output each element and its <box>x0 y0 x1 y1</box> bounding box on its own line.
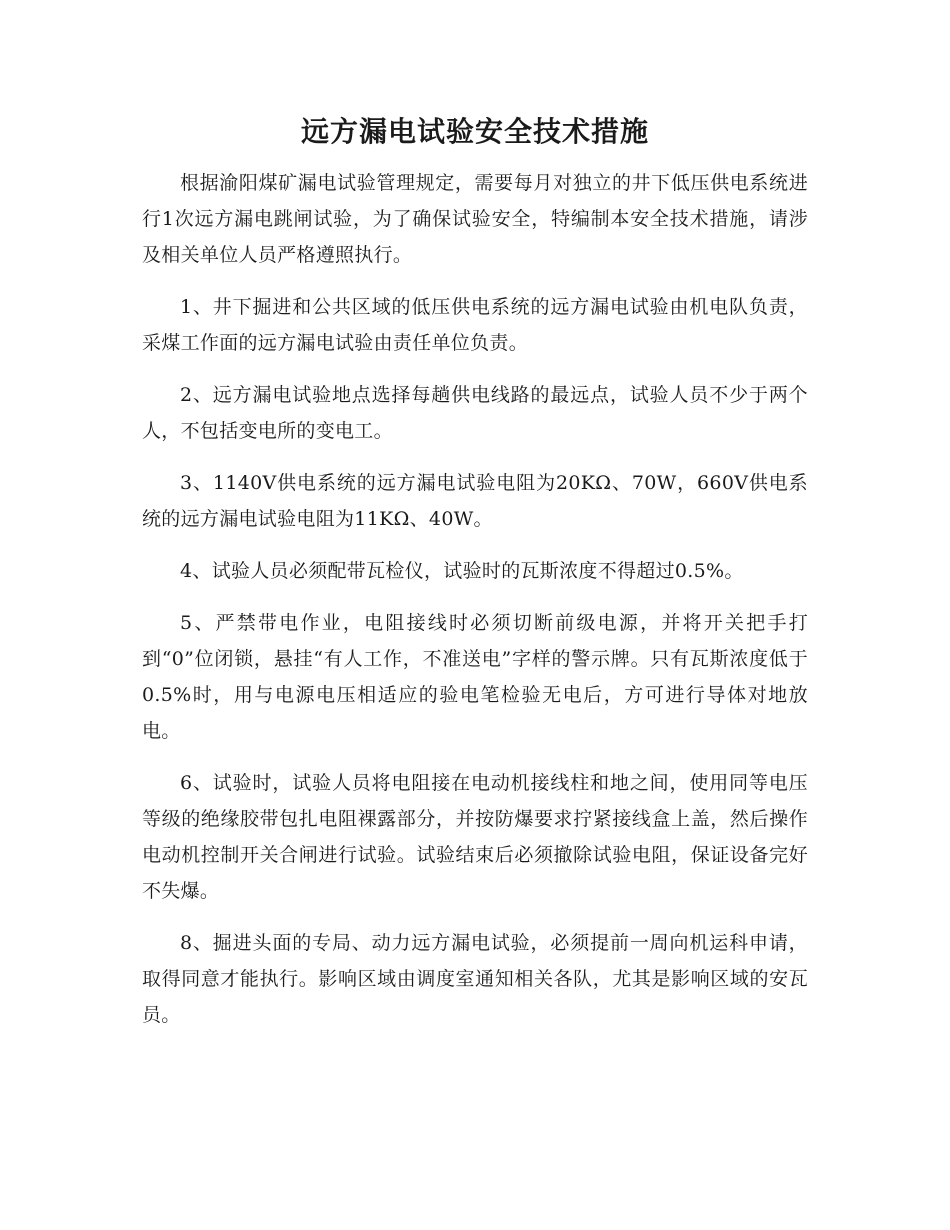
item-3-paragraph: 3、1140V供电系统的远方漏电试验电阻为20KΩ、70W，660V供电系统的远方漏电试验电阻为11KΩ、40W。 <box>142 472 808 530</box>
item-4-paragraph: 4、试验人员必须配带瓦检仪，试验时的瓦斯浓度不得超过0.5%。 <box>180 560 744 582</box>
item-8-paragraph: 8、掘进头面的专局、动力远方漏电试验，必须提前一周向机运科申请，取得同意才能执行。影响区域由调度室通知相关各队，尤其是影响区域的安瓦员。 <box>142 932 808 1026</box>
item-1-paragraph: 1、井下掘进和公共区域的低压供电系统的远方漏电试验由机电队负责，采煤工作面的远方漏电试验由责任单位负责。 <box>142 296 808 354</box>
item-5-paragraph: 5、严禁带电作业，电阻接线时必须切断前级电源，并将开关把手打到“0”位闭锁，悬挂“有人工作，不准送电”字样的警示牌。只有瓦斯浓度低于0.5%时，用与电源电压相适应的验电笔检验无电后，方可进行导体对地放电。 <box>142 612 808 742</box>
document-title: 远方漏电试验安全技术措施 <box>300 115 649 148</box>
intro-paragraph: 根据渝阳煤矿漏电试验管理规定，需要每月对独立的井下低压供电系统进行1次远方漏电跳闸试验，为了确保试验安全，特编制本安全技术措施，请涉及相关单位人员严格遵照执行。 <box>142 172 808 266</box>
item-6-paragraph: 6、试验时，试验人员将电阻接在电动机接线柱和地之间，使用同等电压等级的绝缘胶带包扎电阻裸露部分，并按防爆要求拧紧接线盒上盖，然后操作电动机控制开关合闸进行试验。试验结束后必须撤除试验电阻，保证设备完好不失爆。 <box>142 772 808 902</box>
item-2-paragraph: 2、远方漏电试验地点选择每趟供电线路的最远点，试验人员不少于两个人，不包括变电所的变电工。 <box>142 384 808 442</box>
document-body <box>142 165 808 1049</box>
